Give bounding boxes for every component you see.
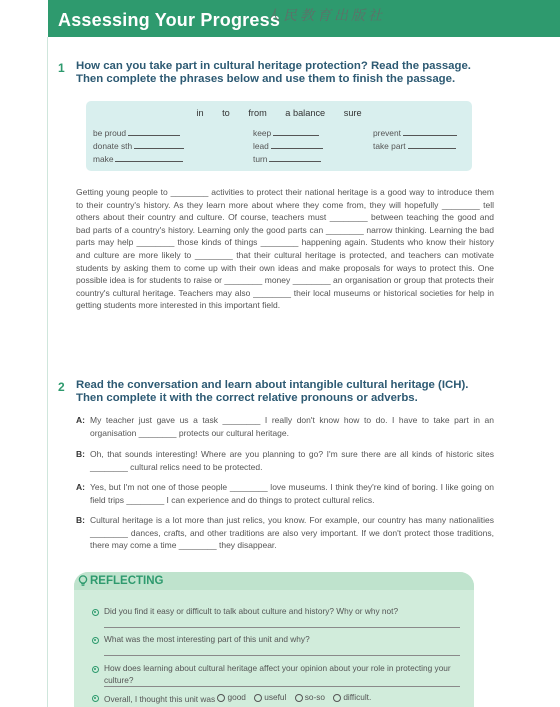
speaker-label: B: (76, 449, 85, 459)
reflecting-title: REFLECTING (90, 575, 164, 587)
phrase-item: be proud (93, 128, 180, 138)
page-title: Assessing Your Progress (58, 10, 281, 30)
reflecting-question: How does learning about cultural heritage affect your opinion about your role in protecting your culture? (104, 663, 451, 685)
dialogue-text: My teacher just gave us a task ________ I really don't know how to do. I have to take part in an organisation ________ protects our cultural heritage. (90, 415, 494, 438)
dialogue-text: Yes, but I'm not one of those people ________ love museums. I think they're kind of boring. I like going on field trips ________ I can experience and do things to protect cultural relics. (90, 482, 494, 505)
rating-option[interactable]: useful (254, 692, 286, 704)
question-2-number: 2 (58, 380, 65, 394)
answer-line[interactable] (104, 655, 460, 656)
word-bank-item: sure (343, 108, 362, 118)
dialogue-line (76, 514, 494, 552)
speaker-label: A: (76, 482, 85, 492)
reading-passage: Getting young people to ________ activities to protect their national heritage is a good way to introduce them to their country's history. As they learn more about where they come from, they will hopefully ________ tell others about their country and culture. Of course, teachers must ________ between teaching the good and bad parts of a country's history. Learning only the good parts can ________ narrow thinking. Learning the bad parts may help ________ those kinds of things ________ happening again. Students who know their history and culture are more likely to ________ that their cultural heritage is protected, and teachers can motivate students by asking them to come up with their own ideas and make proposals for ways to protect this. One possible idea is for students to raise or ________ money ________ an organisation or group that protects their country's cultural heritage. Teachers may also ________ their local museums or historical societies for help in getting students more interested in this important field. (76, 187, 494, 311)
phrase-blank[interactable] (271, 141, 323, 149)
phrase-item: take part (373, 141, 456, 151)
question-2-title-line1: Read the conversation and learn about intangible cultural heritage (ICH). (76, 379, 469, 391)
phrase-item: make (93, 154, 183, 164)
bullet-icon (92, 695, 99, 702)
word-bank-item: a balance (285, 108, 326, 118)
word-bank-item: in (196, 108, 204, 118)
overall-rating (104, 692, 460, 705)
phrase-item: turn (253, 154, 321, 164)
dialogue-line (76, 481, 494, 506)
bullet-icon (92, 637, 99, 644)
margin-divider (47, 37, 48, 707)
publisher-watermark: 人民教育出版社 (266, 8, 385, 24)
word-bank-item: to (222, 108, 230, 118)
phrase-blank[interactable] (115, 154, 183, 162)
phrase-blank[interactable] (269, 154, 321, 162)
radio-circle-icon[interactable] (217, 694, 225, 702)
question-2-title-line2: Then complete it with the correct relative pronouns or adverbs. (76, 392, 418, 404)
phrase-item: keep (253, 128, 319, 138)
question-1-title-line1: How can you take part in cultural heritage protection? Read the passage. (76, 60, 471, 72)
rating-option[interactable]: so-so (295, 692, 325, 704)
reflecting-question: Did you find it easy or difficult to talk about culture and history? Why or why not? (104, 606, 399, 616)
question-1-number: 1 (58, 61, 65, 75)
reflecting-tab-right (274, 572, 474, 590)
question-2-title (76, 379, 496, 405)
answer-line[interactable] (104, 627, 460, 628)
phrase-blank[interactable] (403, 128, 457, 136)
radio-circle-icon[interactable] (295, 694, 303, 702)
dialogue-text: Oh, that sounds interesting! Where are you planning to go? I'm sure there are all kinds of historic sites ________ cultural relics need to be protected. (90, 449, 494, 472)
phrase-item: lead (253, 141, 323, 151)
question-1-title-line2: Then complete the phrases below and use them to finish the passage. (76, 73, 456, 85)
question-1-title (76, 60, 496, 86)
word-bank (86, 108, 472, 118)
overall-prefix: Overall, I thought this unit was (104, 693, 216, 704)
radio-circle-icon[interactable] (333, 694, 341, 702)
dialogue-text: Cultural heritage is a lot more than just relics, you know. For example, our country has many nationalities ________ dances, crafts, and other traditions are also very important. If we don't protect those traditions, there may come a time ________ they disappear. (90, 515, 494, 551)
phrase-item: donate sth (93, 141, 184, 151)
answer-line[interactable] (104, 686, 460, 687)
speaker-label: A: (76, 415, 85, 425)
dialogue-line (76, 448, 494, 473)
bullet-icon (92, 666, 99, 673)
radio-circle-icon[interactable] (254, 694, 262, 702)
phrase-item: prevent (373, 128, 457, 138)
phrase-blank[interactable] (408, 141, 456, 149)
phrase-blank[interactable] (134, 141, 184, 149)
bullet-icon (92, 609, 99, 616)
header-bar (48, 0, 560, 37)
rating-option[interactable]: good (217, 692, 245, 704)
word-bank-item: from (248, 108, 267, 118)
lightbulb-icon (78, 575, 88, 587)
reflecting-question: What was the most interesting part of this unit and why? (104, 634, 310, 644)
phrase-blank[interactable] (273, 128, 319, 136)
rating-option[interactable]: difficult. (333, 692, 371, 704)
dialogue-line (76, 414, 494, 439)
speaker-label: B: (76, 515, 85, 525)
phrase-blank[interactable] (128, 128, 180, 136)
